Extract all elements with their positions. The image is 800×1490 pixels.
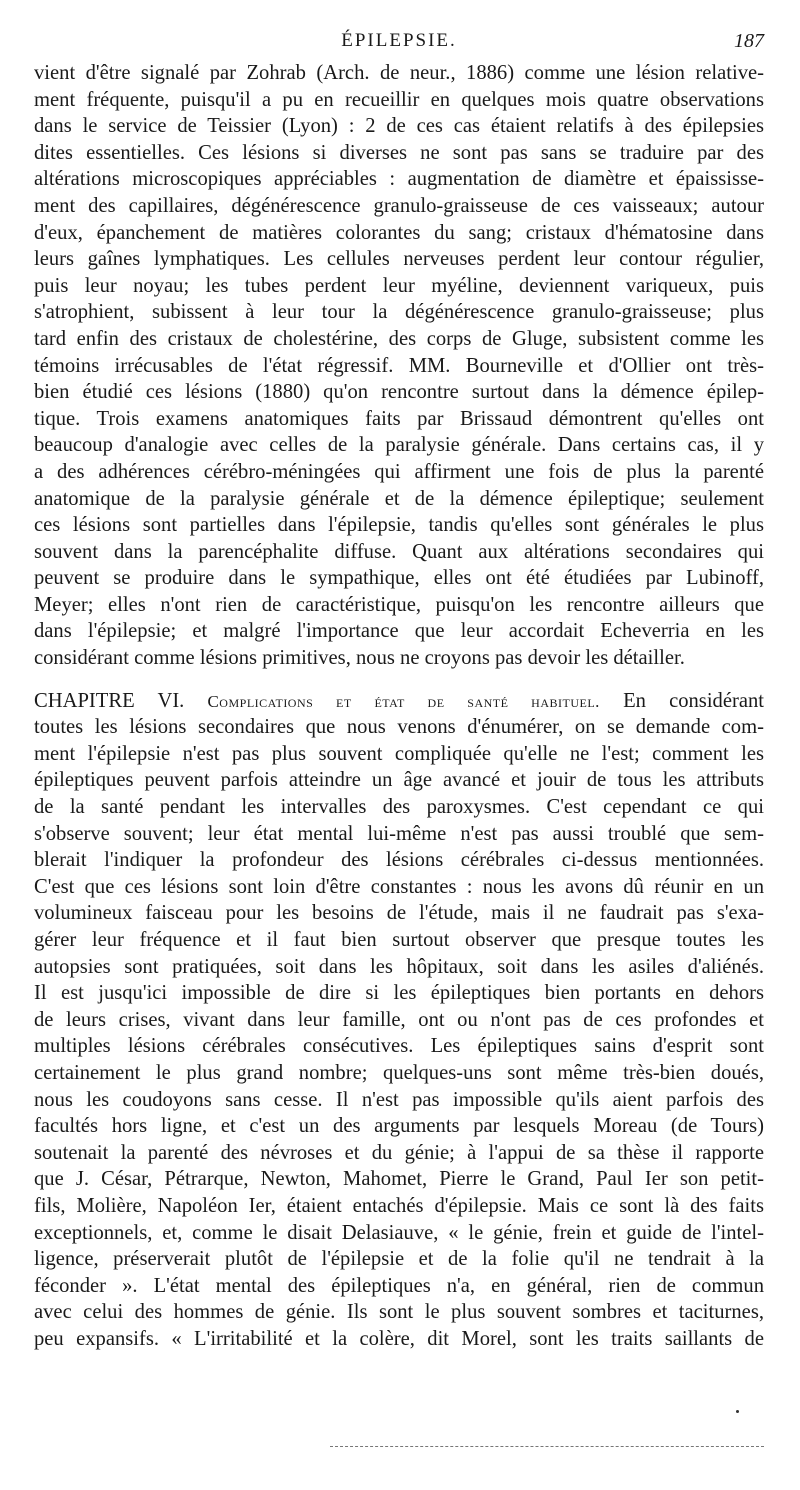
page-number: 187 — [734, 30, 764, 52]
paragraph-lesions — [34, 60, 764, 672]
text-line: vient d'être signalé par Zohrab (Arch. de neur., 1886) comme une lésion relative- — [34, 62, 764, 84]
text-line: avec celui des hommes de génie. Ils sont le plus souvent sombres et taciturnes, — [34, 1301, 764, 1324]
text-line: gérer leur fréquence et il faut bien surtout observer que presque toutes les — [34, 929, 764, 951]
text-line: anatomique de la paralysie générale et de la démence épileptique; seulement — [34, 487, 764, 510]
text-line: fils, Molière, Napoléon Ier, étaient entachés d'épilepsie. Mais ce sont là des faits — [34, 1194, 764, 1217]
text-line: dans le service de Teissier (Lyon) : 2 de ces cas étaient relatifs à des épilepsies — [34, 115, 764, 138]
text-line: altérations microscopiques appréciables : augmentation de diamètre et épaississe- — [34, 168, 764, 191]
paragraph-gap — [34, 672, 764, 688]
stray-mark — [736, 1410, 739, 1413]
chapter-title: Complications et état de santé habituel. — [207, 691, 600, 711]
body-text — [34, 60, 764, 1353]
text-line: leurs gaînes lymphatiques. Les cellules nerveuses perdent leur contour régulier, — [34, 248, 764, 271]
text-line: ment des capillaires, dégénérescence granulo-graisseuse de ces vaisseaux; autour — [34, 194, 764, 217]
text-line: peu expansifs. « L'irritabilité et la colère, dit Morel, sont les traits saillants de — [34, 1327, 764, 1350]
text-line: épileptiques peuvent parfois atteindre un âge avancé et jouir de tous les attributs — [34, 769, 764, 792]
text-line: autopsies sont pratiquées, soit dans les hôpitaux, soit dans les asiles d'aliénés. — [34, 955, 764, 978]
text-line: ment fréquente, puisqu'il a pu en recueillir en quelques mois quatre observations — [34, 88, 764, 111]
footer-rule — [330, 1446, 764, 1448]
text-line: ligence, préserverait plutôt de l'épilepsie et de la folie qu'il ne tendrait à la — [34, 1248, 764, 1271]
text-line: ces lésions sont partielles dans l'épilepsie, tandis qu'elles sont générales le plus — [34, 514, 764, 537]
text-line: C'est que ces lésions sont loin d'être constantes : nous les avons dû réunir en un — [34, 875, 764, 898]
text-line: tique. Trois examens anatomiques faits par Brissaud démontrent qu'elles ont — [34, 407, 764, 430]
text-line: Meyer; elles n'ont rien de caractéristique, puisqu'on les rencontre ailleurs que — [34, 593, 764, 616]
text-line: beaucoup d'analogie avec celles de la paralysie générale. Dans certains cas, il y — [34, 434, 764, 457]
chapter-label: CHAPITRE VI. — [34, 689, 185, 712]
text-line: témoins irrécusables de l'état régressif. MM. Bourneville et d'Ollier ont très- — [34, 354, 764, 377]
text-line: s'atrophient, subissent à leur tour la dégénérescence granulo-graisseuse; plus — [34, 301, 764, 324]
text-line: ment l'épilepsie n'est pas plus souvent compliquée qu'elle ne l'est; comment les — [34, 742, 764, 765]
text-line: de leurs crises, vivant dans leur famille, ont ou n'ont pas de ces profondes et — [34, 1008, 764, 1031]
text-line: certainement le plus grand nombre; quelques-uns sont même très-bien doués, — [34, 1061, 764, 1084]
text-line: volumineux faisceau pour les besoins de l'étude, mais il ne faudrait pas s'exa- — [34, 902, 764, 925]
text-line: souvent dans la parencéphalite diffuse. Quant aux altérations secondaires qui — [34, 540, 764, 563]
text-line: bien étudié ces lésions (1880) qu'on rencontre surtout dans la démence épilep- — [34, 381, 764, 404]
text-line: dans l'épilepsie; et malgré l'importance que leur accordait Echeverria en les — [34, 620, 764, 643]
text-line: blerait l'indiquer la profondeur des lésions cérébrales ci-dessus mentionnées. — [34, 849, 764, 872]
text-line: que J. César, Pétrarque, Newton, Mahomet, Pierre le Grand, Paul Ier son petit- — [34, 1168, 764, 1191]
text-line: tard enfin des cristaux de cholestérine, des corps de Gluge, subsistent comme les — [34, 327, 764, 350]
running-title: ÉPILEPSIE. — [341, 30, 457, 51]
text-line: toutes les lésions secondaires que nous venons d'énumérer, on se demande com- — [34, 716, 764, 739]
text-line: Il est jusqu'ici impossible de dire si les épileptiques bien portants en dehors — [34, 982, 764, 1005]
text-line: s'observe souvent; leur état mental lui-même n'est pas aussi troublé que sem- — [34, 822, 764, 845]
text-line: nous les coudoyons sans cesse. Il n'est pas impossible qu'ils aient parfois des — [34, 1088, 764, 1111]
text-line: exceptionnels, et, comme le disait Delasiauve, « le génie, frein et guide de l'intel- — [34, 1221, 764, 1244]
chapter-heading-line — [34, 688, 764, 715]
text-line: de la santé pendant les intervalles des paroxysmes. C'est cependant ce qui — [34, 796, 764, 819]
text-line: dites essentielles. Ces lésions si diverses ne sont pas sans se traduire par des — [34, 141, 764, 164]
text-line: puis leur noyau; les tubes perdent leur myéline, deviennent variqueux, puis — [34, 274, 764, 297]
paragraph-chapter-vi — [34, 688, 764, 1353]
text-line: féconder ». L'état mental des épileptiques n'a, en général, rien de commun — [34, 1274, 764, 1297]
chapter-first-line-rest: En considérant — [623, 689, 764, 712]
text-line: multiples lésions cérébrales consécutives. Les épileptiques sains d'esprit sont — [34, 1035, 764, 1058]
text-line: considérant comme lésions primitives, nous ne croyons pas devoir les détailler. — [34, 647, 685, 670]
text-line: facultés hors ligne, et c'est un des arguments par lesquels Moreau (de Tours) — [34, 1115, 764, 1138]
text-line: soutenait la parenté des névroses et du génie; à l'appui de sa thèse il rapporte — [34, 1141, 764, 1164]
text-line: peuvent se produire dans le sympathique, elles ont été étudiées par Lubinoff, — [34, 567, 764, 590]
text-line: d'eux, épanchement de matières colorantes du sang; cristaux d'hématosine dans — [34, 221, 764, 244]
text-line: a des adhérences cérébro-méningées qui affirment une fois de plus la parenté — [34, 460, 764, 483]
page-header — [34, 30, 764, 60]
